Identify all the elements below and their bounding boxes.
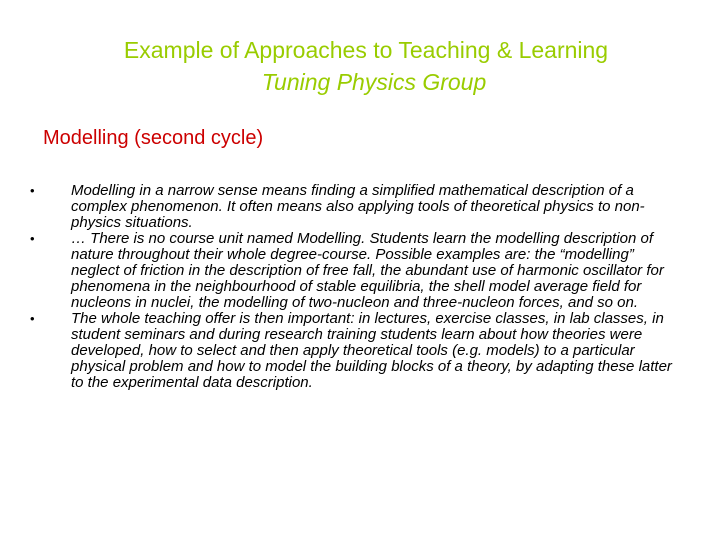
bullet-item [30,231,680,311]
bullet-item [30,311,680,391]
slide-title [0,34,720,98]
bullet-dot-icon: • [30,231,35,246]
bullet-dot-icon: • [30,311,35,326]
bullet-text: … There is no course unit named Modelling. Students learn the modelling description of nature throughout their whole degree-course. Possible examples are: the “modelling” neglect of friction in the description of free fall, the abundant use of harmonic oscillator for phenomena in the neighbourhood of stable equilibria, the shell model average field for nucleons in nuclei, the modelling of two-nucleon and three-nucleon forces, and so on. [71,230,664,311]
bullet-list [30,183,680,391]
bullet-text: The whole teaching offer is then important: in lectures, exercise classes, in lab classes, in student seminars and during research training students learn about how theories were developed, how to select and then apply theoretical tools (e.g. models) to a particular physical problem and how to model the building blocks of a theory, by adapting these latter to the experimental data description. [71,310,672,391]
title-line-1: Example of Approaches to Teaching & Learning [123,37,609,63]
bullet-dot-icon: • [30,183,35,198]
section-heading: Modelling (second cycle) [43,127,264,149]
bullet-item [30,183,680,231]
bullet-text: Modelling in a narrow sense means finding a simplified mathematical description of a complex phenomenon. It often means also applying tools of theoretical physics to non-physics situations. [71,182,645,231]
title-line-2: Tuning Physics Group [261,69,487,95]
